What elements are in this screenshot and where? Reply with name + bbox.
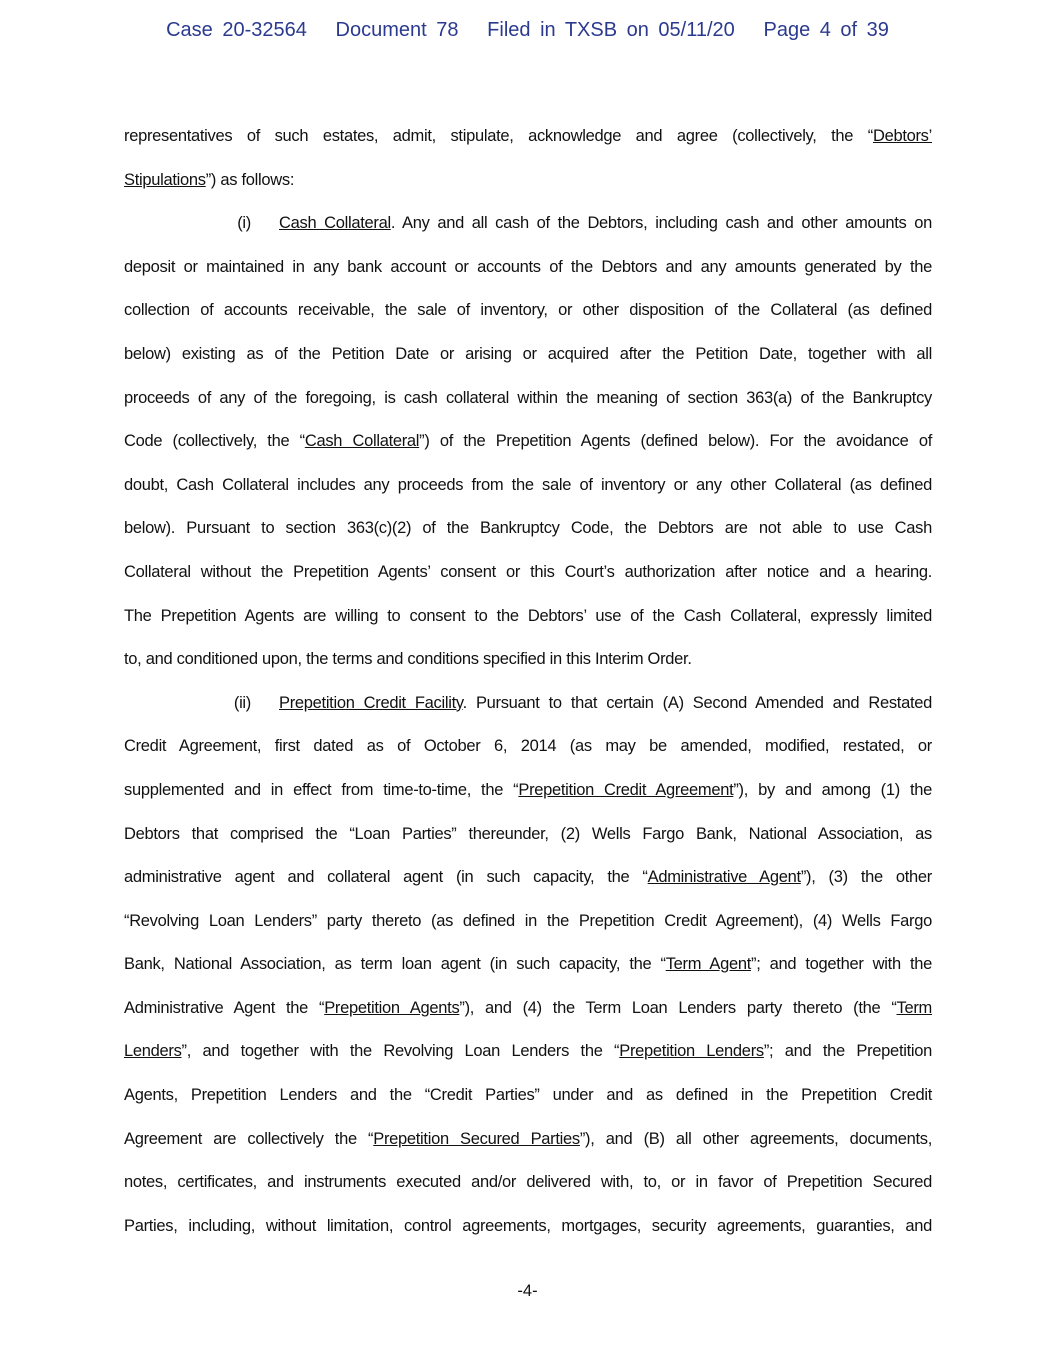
text-line: Agents, Prepetition Lenders and the “Credit Parties” under and as defined in the Prepetition Credit (124, 1086, 932, 1105)
text-line: Stipulations”) as follows: (124, 170, 295, 189)
text-line: Administrative Agent the “Prepetition Agents”), and (4) the Term Loan Lenders party thereto (the “Term (124, 998, 932, 1017)
text-line: Bank, National Association, as term loan agent (in such capacity, the “Term Agent”; and together with the (124, 955, 932, 974)
paragraph-number: (i) (237, 214, 251, 233)
text-line: administrative agent and collateral agent (in such capacity, the “Administrative Agent”), (3) the other (124, 868, 932, 887)
defined-term: Prepetition Credit Agreement (518, 780, 734, 799)
defined-term: Prepetition Lenders (619, 1042, 764, 1061)
defined-term: Debtors’ (872, 127, 932, 145)
section-title: Cash Collateral (279, 214, 391, 233)
section-title: Prepetition Credit Facility (279, 693, 463, 712)
document-body (124, 115, 932, 1248)
defined-term: Cash Collateral (304, 432, 420, 451)
defined-term: Term (896, 998, 932, 1017)
text-line: The Prepetition Agents are willing to consent to the Debtors’ use of the Cash Collateral, expressly limited (124, 606, 932, 625)
text-line: Agreement are collectively the “Prepetition Secured Parties”), and (B) all other agreements, documents, (124, 1129, 932, 1148)
text-line: to, and conditioned upon, the terms and conditions specified in this Interim Order. (124, 650, 692, 669)
defined-term: Administrative Agent (647, 868, 801, 887)
text-line: “Revolving Loan Lenders” party thereto (as defined in the Prepetition Credit Agreement), (4) Wells Fargo (124, 911, 932, 930)
document-number: Document 78 (335, 19, 459, 41)
text-line: (i) Cash Collateral. Any and all cash of the Debtors, including cash and other amounts on (124, 202, 932, 246)
page-number: -4- (517, 1282, 538, 1300)
text-line: below). Pursuant to section 363(c)(2) of the Bankruptcy Code, the Debtors are not able to use Cash (124, 519, 932, 538)
defined-term: Prepetition Agents (324, 998, 460, 1017)
text-line: Collateral without the Prepetition Agents’ consent or this Court’s authorization after notice and a hearing. (124, 562, 932, 581)
defined-term: Prepetition Secured Parties (373, 1129, 580, 1148)
case-header (0, 19, 1055, 42)
defined-term: Lenders (124, 1042, 182, 1061)
page-info: Page 4 of 39 (763, 19, 889, 41)
text-line: Lenders”, and together with the Revolving Loan Lenders the “Prepetition Lenders”; and the Prepetition (124, 1042, 932, 1061)
paragraph-number: (ii) (233, 693, 251, 712)
text-line: Code (collectively, the “Cash Collateral”) of the Prepetition Agents (defined below). For the avoidance of (124, 432, 932, 451)
text-line: Debtors that comprised the “Loan Parties” thereunder, (2) Wells Fargo Bank, National Association, as (124, 824, 932, 843)
defined-term: Term Agent (665, 955, 752, 974)
text-line: collection of accounts receivable, the sale of inventory, or other disposition of the Collateral (as defined (124, 301, 932, 320)
text-line: supplemented and in effect from time-to-time, the “Prepetition Credit Agreement”), by and among (1) the (124, 780, 932, 799)
text-line: below) existing as of the Petition Date or arising or acquired after the Petition Date, together with all (124, 344, 932, 363)
defined-term: Stipulations (124, 170, 206, 189)
text-line: doubt, Cash Collateral includes any proceeds from the sale of inventory or any other Collateral (as defined (124, 475, 932, 494)
text-line: deposit or maintained in any bank account or accounts of the Debtors and any amounts generated by the (124, 257, 932, 276)
text-line: notes, certificates, and instruments executed and/or delivered with, to, or in favor of Prepetition Secured (124, 1173, 932, 1192)
text-line: (ii) Prepetition Credit Facility. Pursuant to that certain (A) Second Amended and Restated (124, 682, 932, 726)
text-line: representatives of such estates, admit, stipulate, acknowledge and agree (collectively, the “Debtors’ (124, 127, 932, 145)
text-line: proceeds of any of the foregoing, is cash collateral within the meaning of section 363(a) of the Bankruptcy (124, 388, 932, 407)
text-line: Credit Agreement, first dated as of October 6, 2014 (as may be amended, modified, restated, or (124, 737, 932, 756)
filed-info: Filed in TXSB on 05/11/20 (487, 19, 735, 41)
text-line: Parties, including, without limitation, control agreements, mortgages, security agreements, guaranties, and (124, 1216, 932, 1235)
case-number: Case 20-32564 (166, 19, 307, 41)
